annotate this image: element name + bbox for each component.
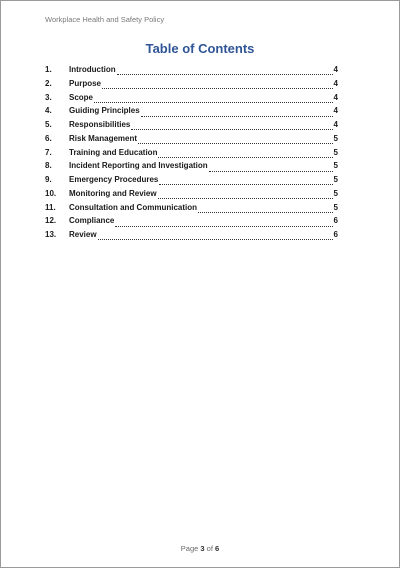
toc-title: Emergency Procedures <box>69 175 159 184</box>
toc-number: 7. <box>45 147 52 157</box>
toc-page-number: 5 <box>333 133 338 143</box>
toc-title: Introduction <box>69 65 116 74</box>
toc-title: Compliance <box>69 216 115 226</box>
toc-number: 6. <box>45 133 52 143</box>
footer-current-page: 3 <box>200 544 205 553</box>
toc-title: Monitoring and Review <box>69 188 157 198</box>
toc-page-number: 4 <box>333 120 338 129</box>
toc-page-number: 4 <box>333 65 338 74</box>
toc-page-number: 5 <box>333 188 338 198</box>
table-of-contents <box>45 65 338 244</box>
toc-title: Training and Education <box>69 147 158 157</box>
toc-title: Responsibilities <box>69 120 131 129</box>
toc-entry[interactable] <box>45 120 338 134</box>
toc-number: 3. <box>45 92 52 102</box>
toc-leader-dots <box>98 239 333 240</box>
toc-number: 10. <box>45 188 57 198</box>
toc-entry[interactable] <box>45 93 338 107</box>
toc-number: 12. <box>45 216 57 226</box>
toc-page-number: 4 <box>333 78 338 88</box>
toc-number: 13. <box>45 230 57 239</box>
toc-entry[interactable] <box>45 106 338 120</box>
toc-entry[interactable] <box>45 203 338 217</box>
toc-leader-dots <box>141 116 333 117</box>
toc-number: 2. <box>45 78 52 88</box>
toc-page-number: 5 <box>333 202 338 212</box>
page-header: Workplace Health and Safety Policy <box>45 15 165 24</box>
toc-page-number: 6 <box>333 230 338 239</box>
toc-title: Scope <box>69 92 94 102</box>
toc-number: 9. <box>45 175 52 184</box>
toc-leader-dots <box>131 129 332 130</box>
toc-leader-dots <box>117 74 333 75</box>
toc-entry[interactable] <box>45 79 338 93</box>
toc-leader-dots <box>138 143 333 144</box>
footer-separator: of <box>206 544 213 553</box>
toc-entry[interactable] <box>45 65 338 79</box>
page-title: Table of Contents <box>145 41 255 56</box>
footer-page-prefix: Page <box>180 544 199 553</box>
toc-title: Guiding Principles <box>69 106 140 116</box>
toc-entry[interactable] <box>45 230 338 244</box>
toc-leader-dots <box>102 88 333 89</box>
toc-page-number: 5 <box>333 175 338 184</box>
toc-number: 4. <box>45 106 52 116</box>
toc-entry[interactable] <box>45 134 338 148</box>
toc-title: Consultation and Communication <box>69 202 197 212</box>
toc-number: 5. <box>45 120 52 129</box>
toc-title: Review <box>69 230 97 239</box>
toc-leader-dots <box>158 198 333 199</box>
toc-entry[interactable] <box>45 161 338 175</box>
page-footer <box>1 544 399 553</box>
toc-entry[interactable] <box>45 216 338 230</box>
toc-leader-dots <box>159 184 332 185</box>
toc-leader-dots <box>209 171 333 172</box>
toc-number: 11. <box>45 202 56 212</box>
toc-page-number: 4 <box>333 106 338 116</box>
toc-entry[interactable] <box>45 175 338 189</box>
toc-page-number: 5 <box>333 147 338 157</box>
toc-entry[interactable] <box>45 189 338 203</box>
toc-page-number: 6 <box>333 216 338 226</box>
toc-number: 1. <box>45 65 52 74</box>
toc-title: Purpose <box>69 78 102 88</box>
toc-title: Risk Management <box>69 133 138 143</box>
toc-title: Incident Reporting and Investigation <box>69 161 208 171</box>
toc-page-number: 4 <box>333 92 338 102</box>
toc-leader-dots <box>158 157 332 158</box>
toc-entry[interactable] <box>45 148 338 162</box>
toc-leader-dots <box>115 226 332 227</box>
toc-leader-dots <box>198 212 333 213</box>
toc-number: 8. <box>45 161 52 171</box>
toc-leader-dots <box>94 102 333 103</box>
footer-total-pages: 6 <box>215 544 220 553</box>
toc-page-number: 5 <box>333 161 338 171</box>
